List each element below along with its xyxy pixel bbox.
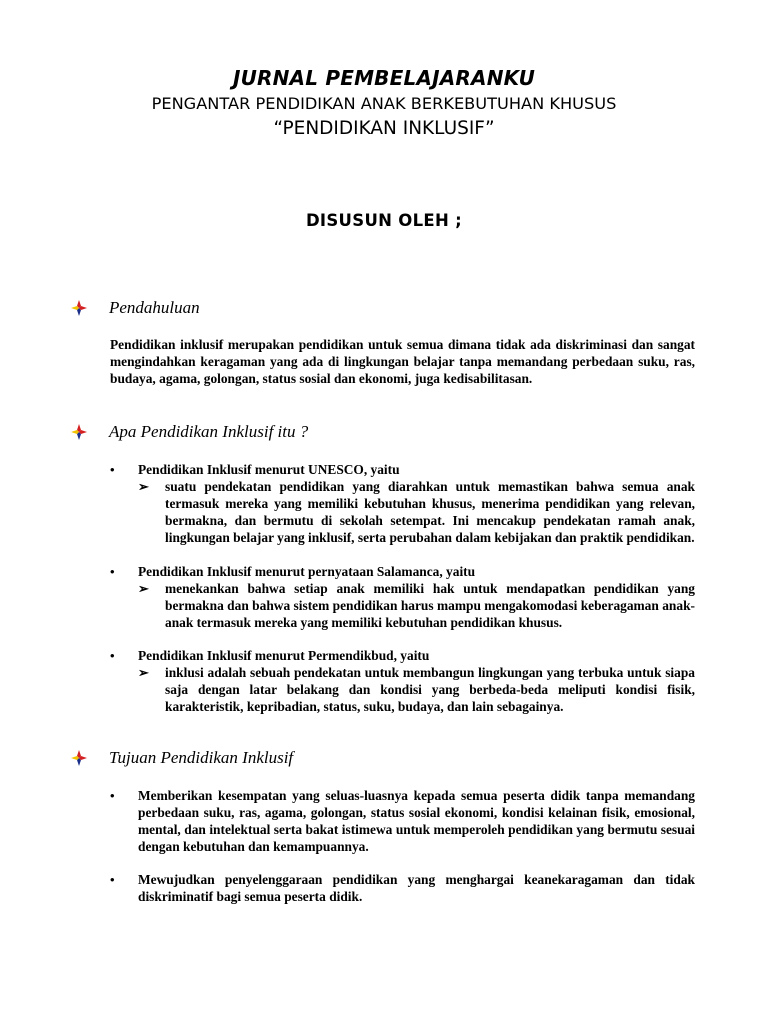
section-title: Apa Pendidikan Inklusif itu ?: [109, 422, 309, 441]
diamond-bullet-icon: [70, 423, 88, 441]
arrow-bullet-icon: ➢: [138, 479, 149, 494]
section-title: Tujuan Pendidikan Inklusif: [109, 748, 294, 767]
diamond-bullet-icon: [70, 749, 88, 767]
bullet-icon: •: [110, 462, 115, 477]
section-heading-goals: [70, 747, 293, 769]
section-heading-intro: [70, 297, 200, 319]
arrow-bullet-icon: ➢: [138, 581, 149, 596]
list-item-text: Mewujudkan penyelenggaraan pendidikan yang menghargai keanekaragaman dan tidak diskriminatif bagi semua peserta didik.: [138, 872, 695, 904]
arrow-bullet-icon: ➢: [138, 665, 149, 680]
sub-list-item-text: inklusi adalah sebuah pendekatan untuk membangun lingkungan yang terbuka untuk siapa saja dengan latar belakang dan kondisi yang berbeda-beda meliputi kondisi fisik, karakteristik, kepribadian, status, suku, budaya, dan lain sebagainya.: [165, 665, 695, 714]
list-item-label: Pendidikan Inklusif menurut Permendikbud, yaitu: [138, 648, 430, 663]
document-subtitle: PENGANTAR PENDIDIKAN ANAK BERKEBUTUHAN KHUSUS: [151, 94, 617, 113]
document-topic: “PENDIDIKAN INKLUSIF”: [273, 118, 495, 139]
section-heading-what: [70, 421, 308, 443]
document-title: JURNAL PEMBELAJARANKU: [232, 66, 536, 90]
bullet-icon: •: [110, 872, 115, 887]
bullet-icon: •: [110, 788, 115, 803]
author-label: DISUSUN OLEH ;: [305, 211, 463, 230]
sub-list-item-text: menekankan bahwa setiap anak memiliki hak untuk mendapatkan pendidikan yang bermakna dan bahwa sistem pendidikan harus mampu mengakomodasi keberagaman anak-anak termasuk mereka yang memiliki kebutuhan pendidikan khusus.: [165, 581, 695, 630]
list-item-label: Pendidikan Inklusif menurut pernyataan Salamanca, yaitu: [138, 564, 476, 579]
bullet-icon: •: [110, 648, 115, 663]
intro-paragraph: Pendidikan inklusif merupakan pendidikan untuk semua dimana tidak ada diskriminasi dan sangat mengindahkan keragaman yang ada di lingkungan belajar tanpa memandang perbedaan suku, ras, budaya, agama, golongan, status sosial dan ekonomi, juga kedisabilitasan.: [110, 337, 695, 386]
list-item-text: Memberikan kesempatan yang seluas-luasnya kepada semua peserta didik tanpa memandang perbedaan suku, ras, agama, golongan, status sosial ekonomi, kondisi kelainan fisik, emosional, mental, dan intelektual serta bakat istimewa untuk memperoleh pendidikan yang bermutu sesuai dengan kebutuhan dan kemampuannya.: [138, 788, 695, 854]
sub-list-item-text: suatu pendekatan pendidikan yang diarahkan untuk memastikan bahwa semua anak termasuk mereka yang memiliki kebutuhan khusus, menerima pendidikan yang relevan, bermakna, dan bermutu di sekolah setempat. Ini mencakup pendekatan ramah anak, lingkungan belajar yang inklusif, serta perubahan dalam kebijakan dan praktik pendidikan.: [165, 479, 695, 545]
list-item-label: Pendidikan Inklusif menurut UNESCO, yaitu: [138, 462, 400, 477]
section-title: Pendahuluan: [109, 298, 200, 317]
diamond-bullet-icon: [70, 299, 88, 317]
bullet-icon: •: [110, 564, 115, 579]
